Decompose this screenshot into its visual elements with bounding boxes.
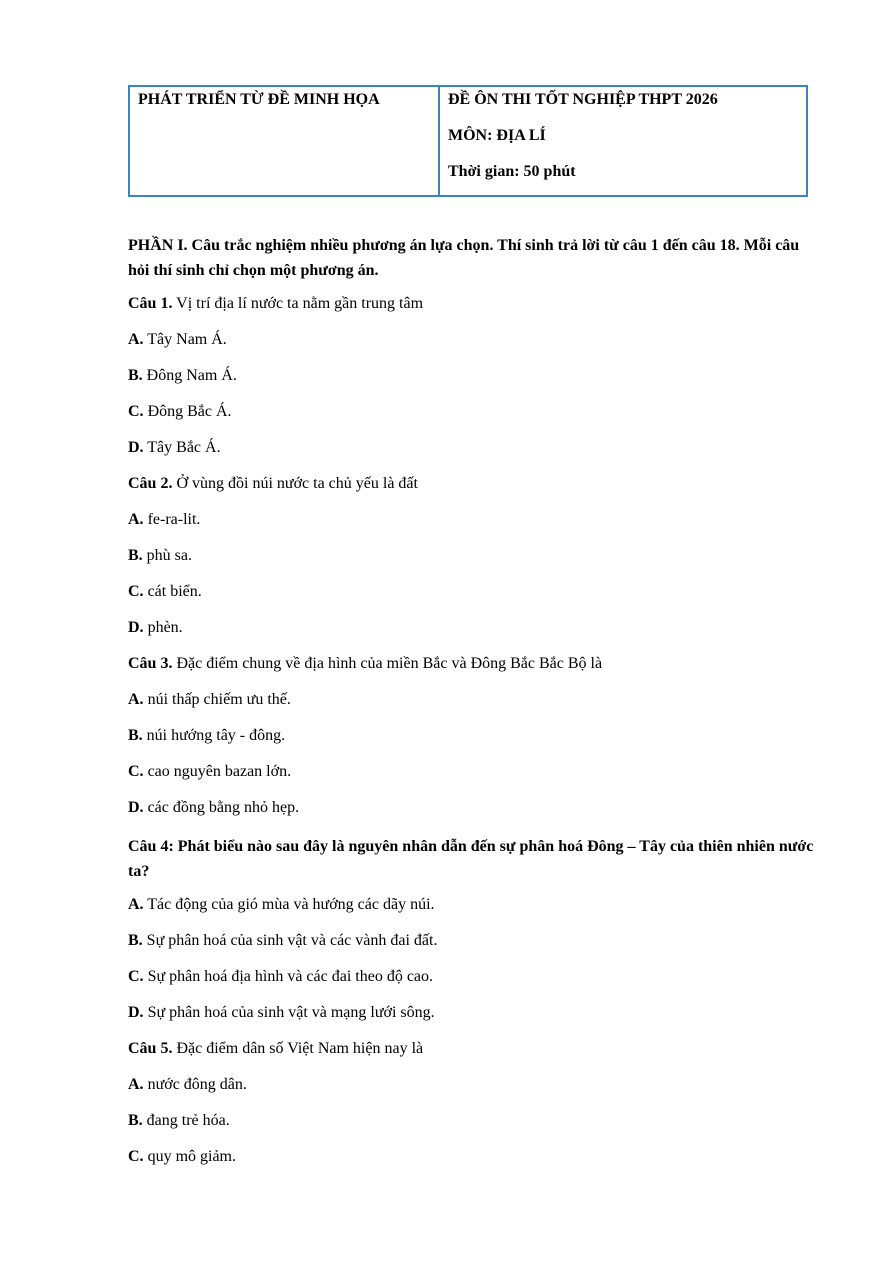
exam-time: Thời gian: 50 phút (448, 163, 576, 180)
question-1 (128, 294, 818, 330)
header-left-cell (130, 87, 440, 195)
header-table (128, 85, 808, 197)
question-label: Câu 5. (128, 1040, 173, 1057)
option-letter: D. (128, 1004, 144, 1021)
option-3c (128, 762, 818, 798)
option-1c (128, 402, 818, 438)
option-text: Tây Bắc Á. (143, 439, 221, 456)
option-letter: B. (128, 932, 143, 949)
option-2a (128, 510, 818, 546)
option-text: Sự phân hoá địa hình và các đai theo độ cao. (143, 968, 434, 985)
option-letter: A. (128, 1076, 144, 1093)
option-letter: C. (128, 403, 144, 420)
option-5c (128, 1147, 818, 1183)
question-label: Câu 4: Phát biểu nào sau đây là nguyên nhân dẫn đến sự phân hoá Đông – Tây của thiên nhiên nước ta? (128, 838, 814, 880)
exam-content (128, 233, 818, 1183)
option-text: Đông Bắc Á. (143, 403, 232, 420)
question-3 (128, 654, 818, 690)
option-letter: D. (128, 439, 144, 456)
option-4a (128, 895, 818, 931)
question-4 (128, 834, 818, 884)
question-text: Đặc điểm chung về địa hình của miền Bắc và Đông Bắc Bắc Bộ là (172, 655, 603, 672)
option-text: phù sa. (142, 547, 192, 564)
option-text: cao nguyên bazan lớn. (143, 763, 292, 780)
option-2b (128, 546, 818, 582)
question-2 (128, 474, 818, 510)
option-text: các đồng bằng nhỏ hẹp. (143, 799, 300, 816)
option-letter: A. (128, 896, 144, 913)
option-text: đang trẻ hóa. (142, 1112, 230, 1129)
option-1a (128, 330, 818, 366)
header-right-cell (440, 87, 806, 195)
option-1d (128, 438, 818, 474)
exam-title: ĐỀ ÔN THI TỐT NGHIỆP THPT 2026 (448, 91, 718, 108)
option-letter: A. (128, 331, 144, 348)
option-text: Tây Nam Á. (143, 331, 227, 348)
option-letter: D. (128, 799, 144, 816)
option-2c (128, 582, 818, 618)
option-letter: D. (128, 619, 144, 636)
option-text: fe-ra-lit. (143, 511, 201, 528)
question-text: Đặc điểm dân số Việt Nam hiện nay là (172, 1040, 424, 1057)
option-5b (128, 1111, 818, 1147)
option-text: Sự phân hoá của sinh vật và mạng lưới sông. (143, 1004, 435, 1021)
question-label: Câu 2. (128, 475, 173, 492)
option-4b (128, 931, 818, 967)
option-letter: A. (128, 511, 144, 528)
question-text: Vị trí địa lí nước ta nằm gần trung tâm (172, 295, 424, 312)
option-letter: B. (128, 547, 143, 564)
exam-subject: MÔN: ĐỊA LÍ (448, 127, 546, 144)
option-text: núi thấp chiếm ưu thế. (143, 691, 291, 708)
option-3a (128, 690, 818, 726)
option-5a (128, 1075, 818, 1111)
option-letter: B. (128, 1112, 143, 1129)
option-text: nước đông dân. (143, 1076, 247, 1093)
option-letter: B. (128, 367, 143, 384)
option-text: Đông Nam Á. (142, 367, 237, 384)
question-5 (128, 1039, 818, 1075)
option-text: núi hướng tây - đông. (142, 727, 286, 744)
question-text: Ở vùng đồi núi nước ta chủ yếu là đất (172, 475, 418, 492)
option-4c (128, 967, 818, 1003)
section-title: PHẦN I. Câu trắc nghiệm nhiều phương án lựa chọn. Thí sinh trả lời từ câu 1 đến câu 18. Mỗi câu hỏi thí sinh chỉ chọn một phương án. (128, 237, 800, 279)
option-text: phèn. (143, 619, 183, 636)
option-text: Sự phân hoá của sinh vật và các vành đai đất. (142, 932, 438, 949)
option-4d (128, 1003, 818, 1039)
option-letter: C. (128, 968, 144, 985)
question-label: Câu 3. (128, 655, 173, 672)
option-1b (128, 366, 818, 402)
option-letter: C. (128, 763, 144, 780)
header-source-label: PHÁT TRIỂN TỪ ĐỀ MINH HỌA (138, 91, 380, 108)
option-text: cát biển. (143, 583, 202, 600)
option-text: quy mô giảm. (143, 1148, 236, 1165)
option-letter: B. (128, 727, 143, 744)
option-letter: C. (128, 1148, 144, 1165)
question-label: Câu 1. (128, 295, 173, 312)
option-3b (128, 726, 818, 762)
option-3d (128, 798, 818, 834)
option-2d (128, 618, 818, 654)
option-letter: C. (128, 583, 144, 600)
option-text: Tác động của gió mùa và hướng các dãy núi. (143, 896, 435, 913)
option-letter: A. (128, 691, 144, 708)
